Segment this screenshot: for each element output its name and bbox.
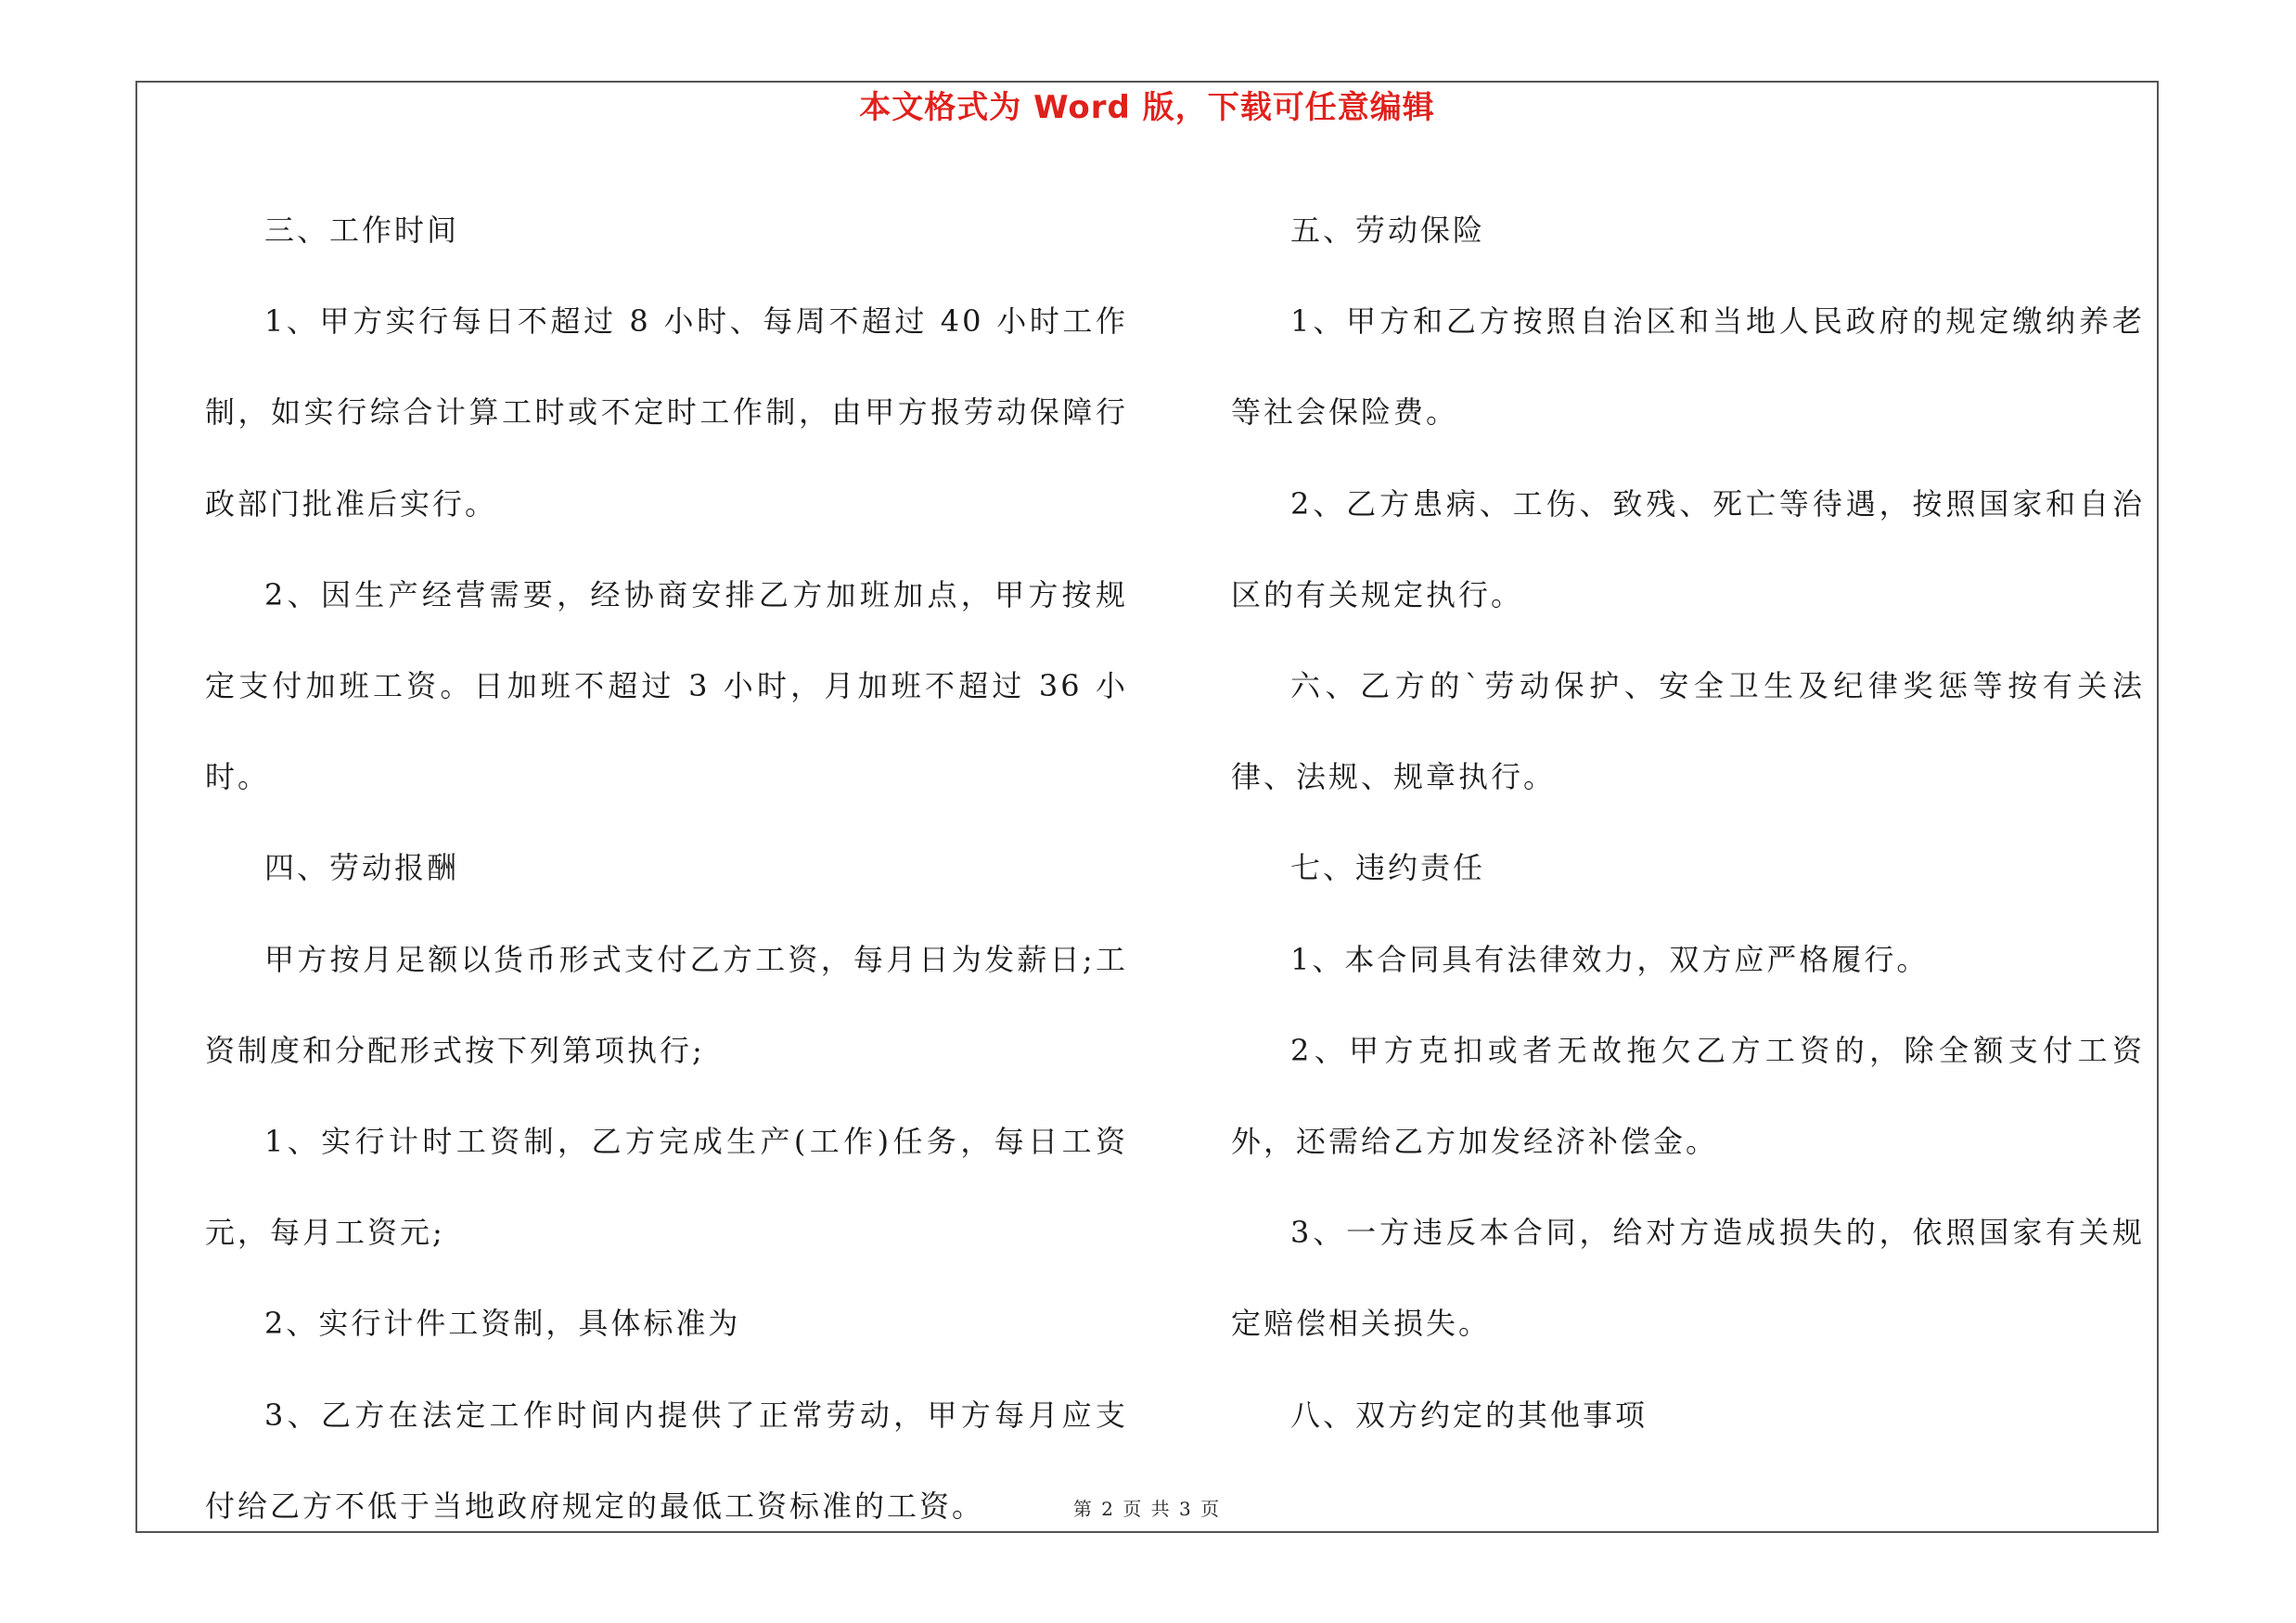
- section-heading-work-hours: 三、工作时间: [264, 213, 460, 248]
- paragraph: 1、甲方实行每日不超过 8 小时、每周不超过 40 小时工作制，如实行综合计算工时或不定时工作制，由甲方报劳动保障行政部门批准后实行。: [205, 303, 1128, 522]
- section-heading-other-matters: 八、双方约定的其他事项: [1290, 1397, 1648, 1433]
- paragraph: 2、乙方患病、工伤、致残、死亡等待遇，按照国家和自治区的有关规定执行。: [1231, 485, 2145, 612]
- page-number: 第 2 页 共 3 页: [1072, 1498, 1222, 1520]
- section-heading-compensation: 四、劳动报酬: [264, 850, 460, 886]
- format-banner: 本文格式为 Word 版，下载可任意编辑: [859, 89, 1435, 126]
- left-column: [205, 185, 1128, 1552]
- paragraph: 1、甲方和乙方按照自治区和当地人民政府的规定缴纳养老等社会保险费。: [1231, 303, 2145, 431]
- paragraph: 2、甲方克扣或者无故拖欠乙方工资的，除全额支付工资外，还需给乙方加发经济补偿金。: [1231, 1032, 2145, 1160]
- paragraph: 2、因生产经营需要，经协商安排乙方加班加点，甲方按规定支付加班工资。日加班不超过 3 小时，月加班不超过 36 小时。: [205, 576, 1128, 795]
- paragraph: 3、乙方在法定工作时间内提供了正常劳动，甲方每月应支付给乙方不低于当地政府规定的最低工资标准的工资。: [205, 1397, 1128, 1524]
- paragraph: 2、实行计件工资制，具体标准为: [264, 1306, 741, 1342]
- paragraph: 1、本合同具有法律效力，双方应严格履行。: [1290, 941, 1930, 977]
- section-heading-labor-protection: 六、乙方的`劳动保护、安全卫生及纪律奖惩等按有关法律、法规、规章执行。: [1231, 668, 2145, 795]
- section-heading-labor-insurance: 五、劳动保险: [1290, 213, 1486, 248]
- right-column: [1231, 185, 2145, 1461]
- paragraph: 甲方按月足额以货币形式支付乙方工资，每月日为发薪日;工资制度和分配形式按下列第项执行;: [205, 941, 1128, 1068]
- section-heading-liability: 七、违约责任: [1290, 850, 1486, 886]
- paragraph: 3、一方违反本合同，给对方造成损失的，依照国家有关规定赔偿相关损失。: [1231, 1215, 2145, 1342]
- paragraph: 1、实行计时工资制，乙方完成生产(工作)任务，每日工资元，每月工资元;: [205, 1124, 1128, 1251]
